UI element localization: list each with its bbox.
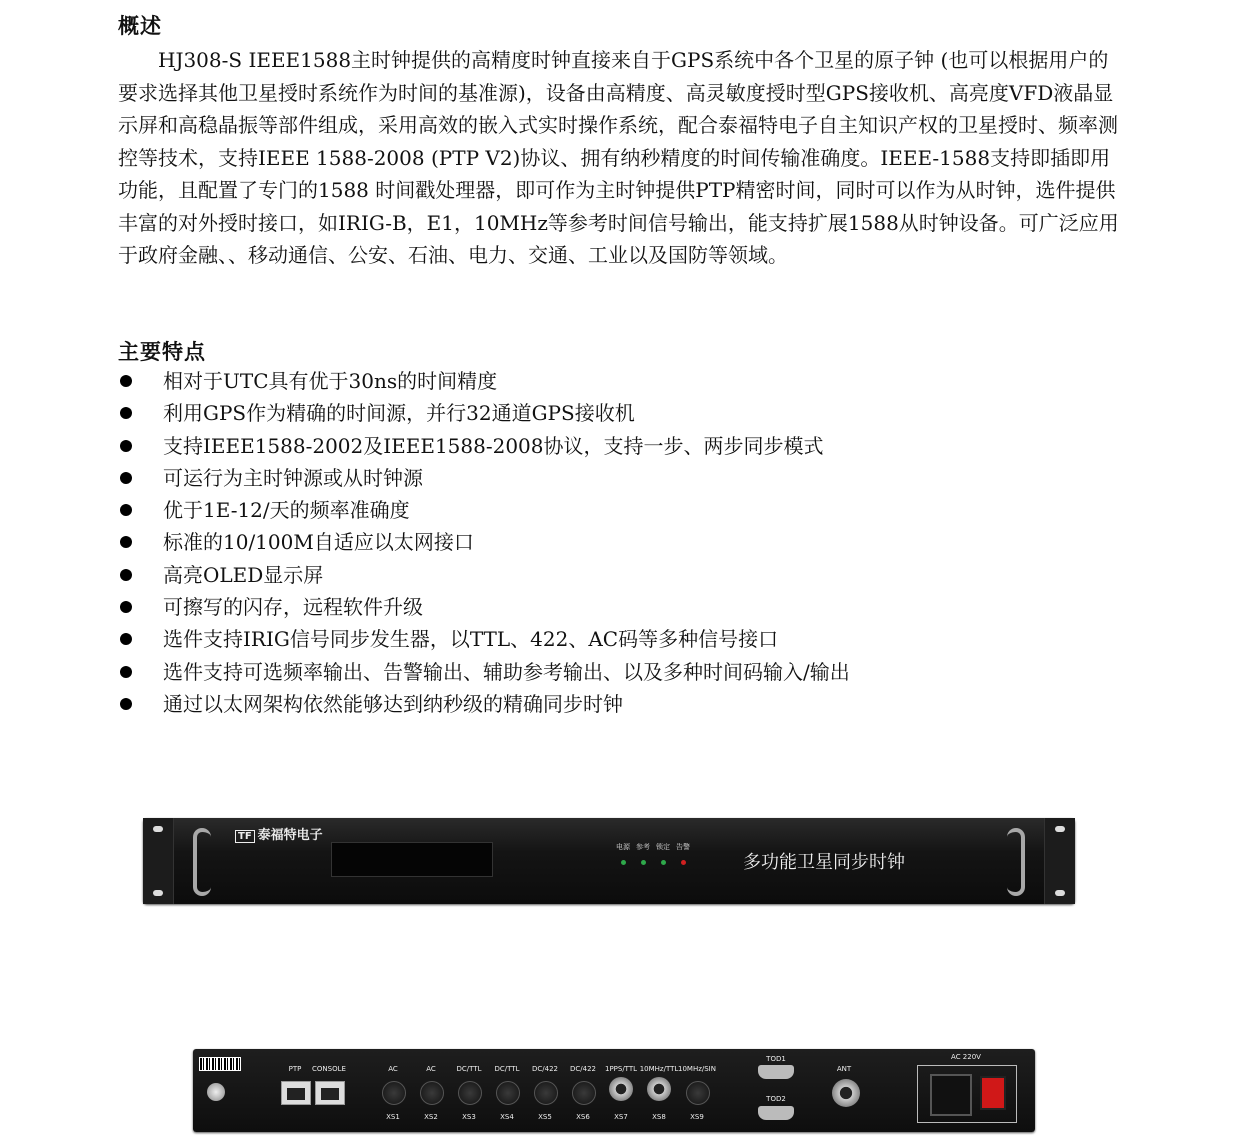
list-item: 相对于UTC具有优于30ns的时间精度 [118,365,850,397]
bnc-connector-xs8 [647,1077,671,1101]
port-label: AC [388,1065,398,1073]
port-label: AC [426,1065,436,1073]
port-label: XS9 [690,1113,704,1121]
port-label: XS5 [538,1113,552,1121]
handle-right [1007,828,1025,896]
port-label: XS7 [614,1113,628,1121]
bullet-icon [120,601,132,613]
serial-port-tod1 [758,1065,794,1079]
ethernet-port-ptp [281,1081,311,1105]
bullet-icon [120,536,132,548]
port-label: DC/TTL [456,1065,482,1073]
led-indicator [621,860,626,865]
port-label: DC/TTL [494,1065,520,1073]
front-display [331,842,493,877]
led-power: 电源 [612,842,634,865]
signal-port-xs1 [382,1081,406,1105]
list-item: 可擦写的闪存，远程软件升级 [118,591,850,623]
ethernet-port-console [315,1081,345,1105]
overview-paragraph [118,44,1128,272]
port-label: 10MHz/SIN [678,1065,716,1073]
ground-terminal-icon [207,1083,225,1101]
led-indicator [681,860,686,865]
device-front-panel [143,818,1075,904]
barcode-icon [199,1057,241,1071]
mount-hole [153,826,163,832]
bullet-icon [120,569,132,581]
led-indicator [641,860,646,865]
port-label: 10MHz/TTL [639,1065,679,1073]
power-switch [980,1076,1006,1110]
mount-hole [1055,890,1065,896]
mount-hole [153,890,163,896]
led-alarm: 告警 [672,842,694,865]
port-label: 1PPS/TTL [604,1065,638,1073]
bullet-icon [120,472,132,484]
signal-port-xs4 [496,1081,520,1105]
handle-left [193,828,211,896]
port-label: TOD2 [766,1095,786,1103]
list-item: 通过以太网架构依然能够达到纳秒级的精确同步时钟 [118,688,850,720]
led-reference: 参考 [632,842,654,865]
list-item: 选件支持IRIG信号同步发生器，以TTL、422、AC码等多种信号接口 [118,623,850,655]
list-item: 标准的10/100M自适应以太网接口 [118,526,850,558]
list-item: 高亮OLED显示屏 [118,559,850,591]
brand-logo: TF [235,830,255,843]
bullet-icon [120,666,132,678]
list-item: 可运行为主时钟源或从时钟源 [118,462,850,494]
led-indicator [661,860,666,865]
power-socket-icon [930,1074,972,1116]
signal-port-xs2 [420,1081,444,1105]
bullet-icon [120,633,132,645]
port-label: XS6 [576,1113,590,1121]
bullet-icon [120,407,132,419]
overview-heading: 概述 [118,14,162,38]
list-item: 支持IEEE1588-2002及IEEE1588-2008协议，支持一步、两步同步模式 [118,430,850,462]
power-module [917,1065,1017,1123]
port-label: CONSOLE [312,1065,346,1073]
overview-text: HJ308-S IEEE1588主时钟提供的高精度时钟直接来自于GPS系统中各个卫星的原子钟 (也可以根据用户的要求选择其他卫星授时系统作为时间的基准源)，设备由高精度、高灵敏度授时型GPS接收机、高亮度VFD液晶显示屏和高稳晶振等部件组成，采用高效的嵌入式实时操作系统，配合泰福特电子自主知识产权的卫星授时、频率测控等技术，支持IEEE 1588-2008 (PTP V2)协议、拥有纳秒精度的时间传输准确度。IEEE-1588支持即插即用功能，且配置了专门的1588 时间戳处理器，即可作为主时钟提供PTP精密时间，同时可以作为从时钟，选件提供丰富的对外授时接口，如IRIG-B，E1，10MHz等参考时间信号输出，能支持扩展1588从时钟设备。可广泛应用于政府金融、、移动通信、公安、石油、电力、交通、工业以及国防等领域。 [118,48,1119,267]
port-label: TOD1 [766,1055,786,1063]
list-item: 利用GPS作为精确的时间源，并行32通道GPS接收机 [118,397,850,429]
port-label: XS1 [386,1113,400,1121]
feature-list [118,365,850,720]
port-label: XS3 [462,1113,476,1121]
port-label: ANT [836,1065,852,1073]
port-label: XS4 [500,1113,514,1121]
bullet-icon [120,698,132,710]
power-label: AC 220V [951,1053,981,1061]
device-title: 多功能卫星同步时钟 [743,852,905,873]
led-lock: 锁定 [652,842,674,865]
bullet-icon [120,375,132,387]
bullet-icon [120,504,132,516]
signal-port-xs9 [686,1081,710,1105]
signal-port-xs5 [534,1081,558,1105]
port-label: DC/422 [532,1065,558,1073]
list-item: 优于1E-12/天的频率准确度 [118,494,850,526]
mount-hole [1055,826,1065,832]
serial-port-tod2 [758,1106,794,1120]
rack-ear-right [1044,818,1075,904]
bnc-connector-xs7 [609,1077,633,1101]
bullet-icon [120,440,132,452]
antenna-connector [832,1079,860,1107]
port-label: DC/422 [570,1065,596,1073]
list-item: 选件支持可选频率输出、告警输出、辅助参考输出、以及多种时间码输入/输出 [118,656,850,688]
brand-label [235,824,323,843]
port-label: PTP [288,1065,302,1073]
device-rear-panel [193,1049,1035,1132]
features-heading: 主要特点 [118,340,206,364]
signal-port-xs6 [572,1081,596,1105]
port-label: XS2 [424,1113,438,1121]
brand-name: 泰福特电子 [257,828,323,843]
rack-ear-left [143,818,174,904]
port-label: XS8 [652,1113,666,1121]
signal-port-xs3 [458,1081,482,1105]
